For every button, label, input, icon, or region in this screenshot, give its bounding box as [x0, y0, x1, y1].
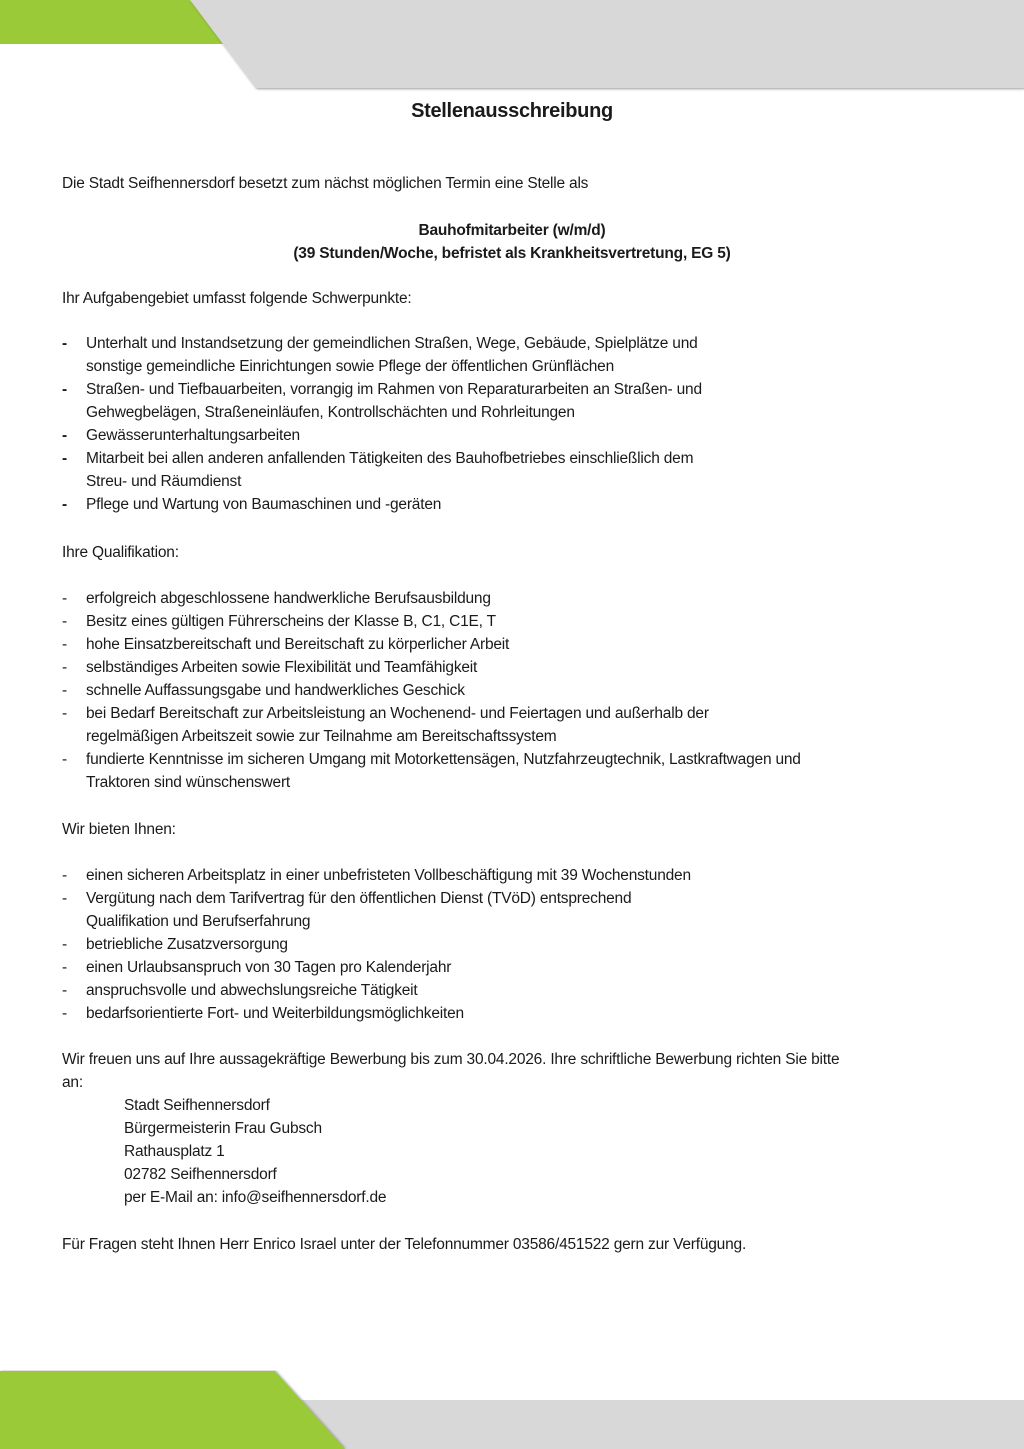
address-line-3: Rathausplatz 1 [124, 1143, 225, 1160]
address-line-2: Bürgermeisterin Frau Gubsch [124, 1120, 322, 1137]
bullet-dash: - [62, 450, 67, 467]
application-text-line2: an: [62, 1074, 83, 1091]
qualification-item: regelmäßigen Arbeitszeit sowie zur Teilnahme am Bereitschaftssystem [86, 728, 557, 745]
task-item: Mitarbeit bei allen anderen anfallenden Tätigkeiten des Bauhofbetriebes einschließlich dem [86, 450, 694, 467]
bullet-dash: - [62, 705, 67, 722]
offer-item: einen sicheren Arbeitsplatz in einer unbefristeten Vollbeschäftigung mit 39 Wochenstunden [86, 867, 691, 884]
offer-heading: Wir bieten Ihnen: [62, 821, 176, 838]
qualification-item: hohe Einsatzbereitschaft und Bereitschaft zu körperlicher Arbeit [86, 636, 510, 653]
bullet-dash: - [62, 959, 67, 976]
bullet-dash: - [62, 427, 67, 444]
contact-text: Für Fragen steht Ihnen Herr Enrico Israel unter der Telefonnummer 03586/451522 gern zur Verfügung. [62, 1236, 747, 1253]
header-decoration [0, 0, 1024, 92]
bullet-dash: - [62, 1005, 67, 1022]
document-title: Stellenausschreibung [411, 100, 613, 122]
qualification-item: selbständiges Arbeiten sowie Flexibilität und Teamfähigkeit [86, 659, 478, 676]
header-green-band [0, 0, 460, 44]
footer-decoration [0, 1370, 1024, 1449]
task-item: Streu- und Räumdienst [86, 473, 242, 490]
email-prefix: per E-Mail an: [124, 1189, 222, 1206]
task-item: Unterhalt und Instandsetzung der gemeindlichen Straßen, Wege, Gebäude, Spielplätze und [86, 335, 698, 352]
bullet-dash: - [62, 636, 67, 653]
bullet-dash: - [62, 381, 67, 398]
bullet-dash: - [62, 682, 67, 699]
qualification-item: Besitz eines gültigen Führerscheins der Klasse B, C1, C1E, T [86, 613, 496, 630]
intro-text: Die Stadt Seifhennersdorf besetzt zum nächst möglichen Termin eine Stelle als [62, 175, 589, 192]
task-item: Gehwegbelägen, Straßeneinläufen, Kontrollschächten und Rohrleitungen [86, 404, 575, 421]
bullet-dash: - [62, 982, 67, 999]
qualification-heading: Ihre Qualifikation: [62, 544, 179, 561]
bullet-dash: - [62, 613, 67, 630]
bullet-dash: - [62, 496, 67, 513]
application-text-line1: Wir freuen uns auf Ihre aussagekräftige Bewerbung bis zum 30.04.2026. Ihre schriftliche Bewerbung richten Sie bitte [62, 1051, 840, 1068]
task-item: sonstige gemeindliche Einrichtungen sowie Pflege der öffentlichen Grünflächen [86, 358, 615, 375]
offer-item: Qualifikation und Berufserfahrung [86, 913, 311, 930]
footer-gray-band [300, 1400, 1024, 1449]
offer-item: einen Urlaubsanspruch von 30 Tagen pro Kalenderjahr [86, 959, 452, 976]
tasks-heading: Ihr Aufgabengebiet umfasst folgende Schwerpunkte: [62, 290, 412, 307]
bullet-dash: - [62, 890, 67, 907]
task-item: Pflege und Wartung von Baumaschinen und -geräten [86, 496, 442, 513]
address-line-1: Stadt Seifhennersdorf [124, 1097, 270, 1114]
footer-green-band [0, 1371, 345, 1449]
qualification-item: Traktoren sind wünschenswert [86, 774, 291, 791]
offer-item: Vergütung nach dem Tarifvertrag für den öffentlichen Dienst (TVöD) entsprechend [86, 890, 632, 907]
offer-item: anspruchsvolle und abwechslungsreiche Tätigkeit [86, 982, 418, 999]
bullet-dash: - [62, 867, 67, 884]
qualification-item: erfolgreich abgeschlossene handwerkliche Berufsausbildung [86, 590, 491, 607]
bullet-dash: - [62, 335, 67, 352]
position-details: (39 Stunden/Woche, befristet als Krankheitsvertretung, EG 5) [293, 245, 731, 262]
task-item: Straßen- und Tiefbauarbeiten, vorrangig im Rahmen von Reparaturarbeiten an Straßen- und [86, 381, 702, 398]
email-line [124, 1186, 386, 1209]
offer-item: bedarfsorientierte Fort- und Weiterbildungsmöglichkeiten [86, 1005, 464, 1022]
email-link[interactable]: info@seifhennersdorf.de [221, 1189, 387, 1206]
bullet-dash: - [62, 751, 67, 768]
task-item: Gewässerunterhaltungsarbeiten [86, 427, 300, 444]
offer-item: betriebliche Zusatzversorgung [86, 936, 288, 953]
position-title: Bauhofmitarbeiter (w/m/d) [418, 222, 606, 239]
bullet-dash: - [62, 659, 67, 676]
header-gray-band [190, 0, 1024, 88]
qualification-item: fundierte Kenntnisse im sicheren Umgang mit Motorkettensägen, Nutzfahrzeugtechnik, Lastkraftwagen und [86, 751, 801, 768]
bullet-dash: - [62, 936, 67, 953]
qualification-item: bei Bedarf Bereitschaft zur Arbeitsleistung an Wochenend- und Feiertagen und außerhalb der [86, 705, 709, 722]
address-line-4: 02782 Seifhennersdorf [124, 1166, 277, 1183]
qualification-item: schnelle Auffassungsgabe und handwerkliches Geschick [86, 682, 465, 699]
bullet-dash: - [62, 590, 67, 607]
